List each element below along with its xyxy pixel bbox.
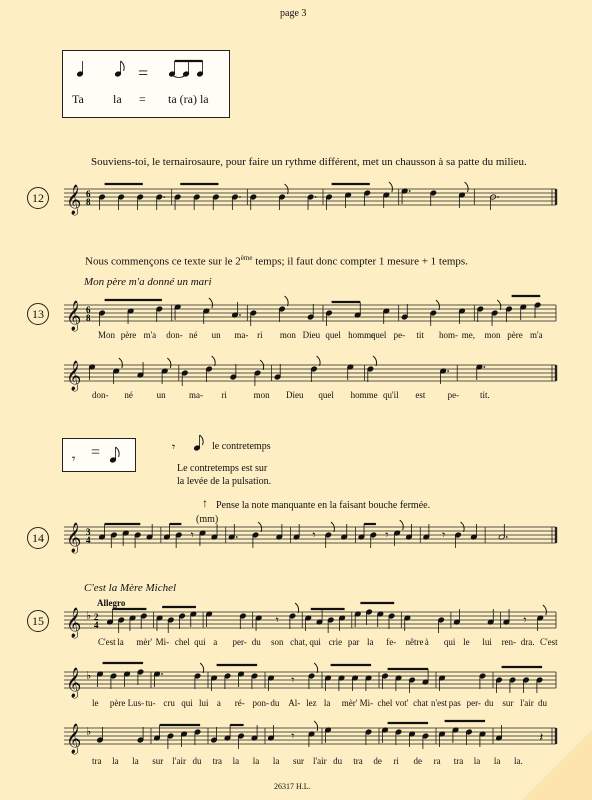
lyric-syllable: du bbox=[538, 698, 547, 708]
lyric-syllable: père bbox=[109, 698, 126, 708]
note-dot bbox=[239, 196, 241, 198]
equals-sign: = bbox=[138, 63, 149, 83]
lyric-syllable: qui bbox=[194, 637, 206, 647]
lyric-syllable: le bbox=[92, 698, 99, 708]
lyric-syllable: mèr' bbox=[341, 698, 358, 708]
note-dot bbox=[239, 314, 241, 316]
note-flag bbox=[389, 182, 393, 192]
instruction-second-beat: Nous commençons ce texte sur le 2ème temps; il faut donc compter 1 mesure + 1 temps. bbox=[85, 254, 468, 268]
lyric-syllable: sur bbox=[152, 756, 164, 766]
note-flag bbox=[209, 298, 213, 308]
time-signature-bottom: 4 bbox=[86, 535, 91, 545]
lyric-syllable: l'air bbox=[313, 756, 327, 766]
lyric-syllable: chel bbox=[174, 637, 190, 647]
note-flag bbox=[295, 603, 299, 613]
lyric-syllable: nêtre bbox=[405, 637, 424, 647]
lyric-syllable: ma- bbox=[189, 390, 203, 400]
song-title-15: C'est la Mère Michel bbox=[84, 582, 177, 594]
lyric-syllable: sur bbox=[502, 698, 514, 708]
lyric-syllable: qui bbox=[181, 698, 193, 708]
treble-clef: 𝄞 bbox=[66, 724, 82, 754]
lyric-syllable: ren- bbox=[501, 637, 517, 647]
lyric-syllable: de bbox=[373, 756, 382, 766]
note-flag bbox=[465, 182, 469, 192]
lyric-syllable: tra bbox=[453, 756, 464, 766]
lyric-syllable: don- bbox=[166, 330, 183, 340]
lyric-syllable: est bbox=[415, 390, 426, 400]
lyric-syllable: tra bbox=[92, 756, 102, 766]
quarter-rest: 𝄽 bbox=[539, 730, 544, 744]
lyric-syllable: Mon bbox=[98, 330, 116, 340]
lyric-syllable: du bbox=[333, 756, 343, 766]
note-flag bbox=[317, 356, 321, 366]
lyric-syllable: la bbox=[473, 756, 481, 766]
note-flag bbox=[116, 447, 120, 457]
time-signature-top: 3 bbox=[86, 527, 91, 537]
note-dot bbox=[236, 536, 238, 538]
lyric-syllable: crie bbox=[328, 637, 343, 647]
lyric-syllable: C'est bbox=[540, 637, 558, 647]
syllable-equals: = bbox=[139, 92, 146, 106]
note-dot bbox=[497, 196, 499, 198]
note-flag bbox=[119, 358, 123, 368]
lyric-syllable: lui bbox=[482, 637, 492, 647]
hum-mm: (mm) bbox=[196, 514, 219, 525]
syllable-la: la bbox=[113, 92, 122, 106]
lyric-syllable: mon bbox=[253, 390, 270, 400]
eighth-rest-icon: 𝄾 bbox=[72, 452, 76, 467]
lyric-syllable: la bbox=[117, 637, 124, 647]
lyric-syllable: lez bbox=[306, 698, 317, 708]
lyric-syllable: le bbox=[463, 637, 470, 647]
lyric-syllable: de bbox=[413, 756, 423, 766]
note-dot bbox=[409, 190, 411, 192]
treble-clef: 𝄞 bbox=[66, 608, 82, 638]
eighth-rest: 𝄾 bbox=[523, 613, 527, 627]
lyric-syllable: homme bbox=[348, 330, 376, 340]
lyric-syllable: né bbox=[124, 390, 133, 400]
lyric-syllable: qui bbox=[309, 637, 321, 647]
lyric-syllable: a bbox=[213, 637, 218, 647]
lyric-syllable: sur bbox=[292, 756, 304, 766]
lyric-syllable: père bbox=[507, 330, 523, 340]
eighth-rest-icon-2: 𝄾 bbox=[172, 440, 176, 454]
syllable-ta: Ta bbox=[72, 92, 84, 106]
lyric-syllable: du bbox=[270, 698, 280, 708]
lyric-syllable: hom- bbox=[439, 330, 459, 340]
note-dot bbox=[506, 536, 508, 538]
contretemps-desc-2: la levée de la pulsation. bbox=[177, 476, 272, 487]
lyric-syllable: un bbox=[156, 390, 166, 400]
lyric-syllable: Mi- bbox=[155, 637, 170, 647]
time-signature-top: 2 bbox=[94, 612, 99, 622]
lyric-syllable: m'a bbox=[143, 330, 157, 340]
lyric-syllable: né bbox=[188, 330, 198, 340]
note-flag bbox=[200, 663, 204, 673]
note-flag bbox=[200, 435, 204, 445]
lyric-syllable: ri bbox=[257, 330, 263, 340]
note-dot bbox=[163, 196, 165, 198]
lyric-syllable: mon bbox=[279, 330, 296, 340]
treble-clef: 𝄞 bbox=[66, 301, 82, 331]
eighth-rest: 𝄾 bbox=[442, 528, 446, 542]
lyric-syllable: me, bbox=[461, 330, 476, 340]
lyric-syllable: quel bbox=[318, 390, 334, 400]
treble-clef: 𝄞 bbox=[66, 668, 82, 698]
lyric-syllable: Al- bbox=[288, 698, 301, 708]
lyric-syllable: la. bbox=[514, 756, 523, 766]
treble-clef: 𝄞 bbox=[66, 361, 82, 391]
lyric-syllable: quel bbox=[370, 330, 387, 340]
treble-clef: 𝄞 bbox=[66, 523, 82, 553]
lyric-syllable: ri bbox=[221, 390, 227, 400]
time-signature-bottom: 8 bbox=[86, 313, 91, 323]
lyric-syllable: la bbox=[132, 756, 139, 766]
time-signature-bottom: 8 bbox=[86, 197, 91, 207]
note-flag bbox=[314, 721, 318, 731]
lyric-syllable: cru bbox=[163, 698, 175, 708]
exercise-number-14: 14 bbox=[27, 527, 49, 549]
lyric-syllable: vot' bbox=[395, 698, 409, 708]
note-dot bbox=[483, 366, 485, 368]
lyric-syllable: C'est bbox=[98, 637, 116, 647]
lyric-syllable: Lus- bbox=[127, 698, 145, 708]
note-flag bbox=[121, 61, 125, 71]
lyric-syllable: tu- bbox=[145, 698, 156, 708]
lyric-syllable: un bbox=[211, 330, 221, 340]
lyric-syllable: lui bbox=[199, 698, 209, 708]
note-dot bbox=[447, 370, 449, 372]
note-flag bbox=[285, 296, 289, 306]
lyric-syllable: chat, bbox=[290, 637, 308, 647]
lyric-syllable: ma- bbox=[234, 330, 249, 340]
flat-key-signature: ♭ bbox=[86, 725, 92, 738]
exercise-number-15: 15 bbox=[27, 610, 49, 632]
lyric-syllable: chat bbox=[413, 698, 429, 708]
lyric-syllable: du bbox=[251, 637, 261, 647]
lyric-syllable: tra bbox=[353, 756, 363, 766]
flat-key-signature: ♭ bbox=[86, 609, 92, 622]
lyric-syllable: par bbox=[347, 637, 360, 647]
note-flag bbox=[543, 605, 547, 615]
eighth-rest: 𝄾 bbox=[291, 729, 295, 743]
flat-key-signature: ♭ bbox=[86, 669, 92, 682]
time-signature-top: 6 bbox=[86, 305, 91, 315]
time-signature-bottom: 4 bbox=[94, 620, 99, 630]
lyric-syllable: tit. bbox=[480, 390, 490, 400]
lyric-syllable: a bbox=[216, 698, 221, 708]
lyric-syllable: pe- bbox=[393, 330, 406, 340]
lyric-syllable: dra. bbox=[520, 637, 535, 647]
lyric-syllable: tit bbox=[416, 330, 424, 340]
treble-clef: 𝄞 bbox=[66, 185, 82, 215]
note-flag bbox=[400, 520, 404, 530]
lyric-syllable: Dieu bbox=[286, 390, 304, 400]
lyric-syllable: n'est bbox=[430, 698, 448, 708]
lyric-syllable: fe- bbox=[386, 637, 397, 647]
lyric-syllable: son bbox=[270, 637, 284, 647]
lyric-syllable: la bbox=[252, 756, 260, 766]
lyric-syllable: père bbox=[120, 330, 137, 340]
note-dot bbox=[315, 196, 317, 198]
lyric-syllable: pas bbox=[448, 698, 461, 708]
lyric-syllable: per- bbox=[232, 637, 247, 647]
lyric-syllable: tra bbox=[212, 756, 223, 766]
contretemps-desc-1: Le contretemps est sur bbox=[177, 463, 268, 474]
lyric-syllable: l'air bbox=[172, 756, 186, 766]
lyric-syllable: la bbox=[323, 698, 331, 708]
time-signature-top: 6 bbox=[86, 189, 91, 199]
lyric-syllable: la bbox=[112, 756, 119, 766]
eighth-rest: 𝄾 bbox=[275, 613, 279, 627]
lyric-syllable: la bbox=[232, 756, 240, 766]
lyric-syllable: pe- bbox=[447, 390, 460, 400]
lyric-syllable: mèr' bbox=[136, 637, 153, 647]
lyric-syllable: ré- bbox=[234, 698, 245, 708]
eighth-rest: 𝄾 bbox=[312, 528, 316, 542]
page-number: page 3 bbox=[280, 8, 307, 19]
exercise-number-13: 13 bbox=[27, 303, 49, 325]
lyric-syllable: per- bbox=[466, 698, 481, 708]
lyric-syllable: du bbox=[484, 698, 494, 708]
lyric-syllable: m'a bbox=[530, 330, 543, 340]
lyric-syllable: Mi- bbox=[359, 698, 374, 708]
lyric-syllable: ri bbox=[393, 756, 399, 766]
note-flag bbox=[373, 356, 377, 366]
lyric-syllable: la bbox=[493, 756, 501, 766]
footer-code: 26317 H.L. bbox=[274, 782, 311, 791]
contretemps-label: le contretemps bbox=[212, 441, 271, 452]
lyric-syllable: qu'il bbox=[383, 390, 399, 400]
equals-sign-2: = bbox=[91, 444, 101, 461]
eighth-rest: 𝄾 bbox=[385, 528, 389, 542]
note-flag bbox=[167, 358, 171, 368]
lyric-syllable: du bbox=[192, 756, 202, 766]
lyric-syllable: quel bbox=[325, 330, 341, 340]
lyric-syllable: qui bbox=[443, 637, 456, 647]
lyric-syllable: mon bbox=[484, 330, 501, 340]
tempo-marking: Allegro bbox=[97, 598, 126, 608]
hum-instruction: Pense la note manquante en la faisant bouche fermée. bbox=[216, 500, 431, 511]
lyric-syllable: l'air bbox=[520, 698, 534, 708]
lyric-syllable: la bbox=[272, 756, 280, 766]
note-dot bbox=[161, 673, 163, 675]
lyric-syllable: don- bbox=[92, 390, 109, 400]
lyric-syllable: Dieu bbox=[302, 330, 321, 340]
eighth-rest: 𝄾 bbox=[190, 528, 194, 542]
lyric-syllable: pon- bbox=[252, 698, 270, 708]
exercise-number-12: 12 bbox=[27, 187, 49, 209]
lyric-syllable: homme bbox=[350, 390, 378, 400]
lyric-syllable: la bbox=[367, 637, 374, 647]
lyric-syllable: à bbox=[424, 637, 429, 647]
lyric-syllable: chel bbox=[377, 698, 393, 708]
lyric-syllable: ra bbox=[433, 756, 441, 766]
song-title-13: Mon père m'a donné un mari bbox=[84, 276, 212, 288]
note-flag bbox=[314, 663, 318, 673]
syllable-ta-ra-la: ta (ra) la bbox=[168, 92, 209, 106]
up-arrow-icon: ↑ bbox=[202, 496, 208, 510]
instruction-ternary: Souviens-toi, le ternairosaure, pour faire un rythme différent, met un chausson à sa patte du milieu. bbox=[91, 156, 527, 168]
eighth-rest: 𝄾 bbox=[291, 673, 295, 687]
note-flag bbox=[212, 356, 216, 366]
